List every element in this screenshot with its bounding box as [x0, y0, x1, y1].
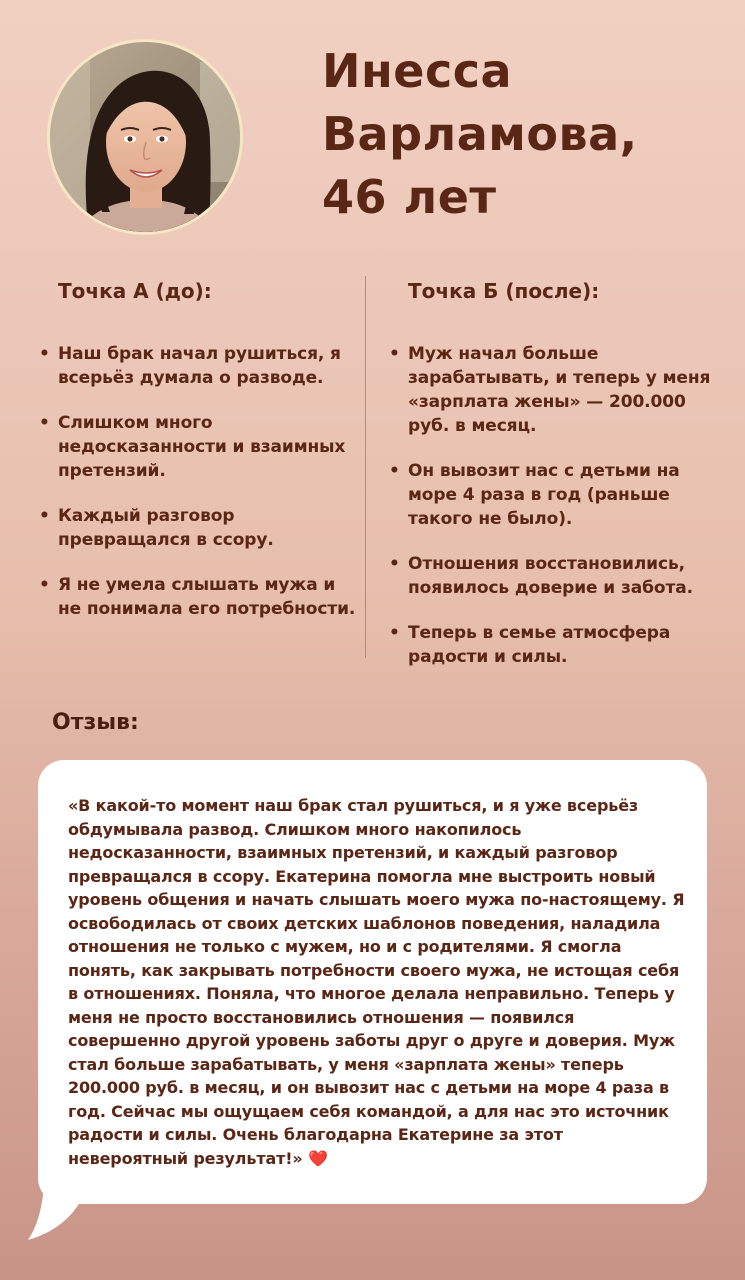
before-title: Точка А (до): [58, 279, 212, 303]
bullet-icon: • [39, 413, 50, 433]
after-item-text: Отношения восстановились, появилось доверие и забота. [408, 554, 693, 598]
after-item-text: Теперь в семье атмосфера радости и силы. [408, 623, 671, 667]
avatar [50, 42, 240, 232]
bullet-icon: • [39, 506, 50, 526]
name-line-first: Инесса [322, 44, 513, 98]
review-text [68, 794, 688, 1170]
before-list [38, 342, 358, 621]
after-item [388, 342, 728, 438]
name-line-age: 46 лет [322, 170, 497, 224]
before-item [38, 342, 358, 390]
column-divider [365, 276, 366, 658]
bullet-icon: • [389, 554, 400, 574]
before-item [38, 504, 358, 552]
after-item [388, 621, 728, 669]
after-title: Точка Б (после): [408, 279, 600, 303]
after-item [388, 459, 728, 531]
name-line-last: Варламова, [322, 107, 638, 161]
red-heart-icon: ❤️ [308, 1148, 328, 1168]
after-item-text: Муж начал больше зарабатывать, и теперь у меня «зарплата жены» — 200.000 руб. в месяц. [408, 344, 711, 436]
before-item-text: Я не умела слышать мужа и не понимала его потребности. [58, 575, 356, 619]
bullet-icon: • [39, 344, 50, 364]
after-list [388, 342, 728, 669]
before-item-text: Каждый разговор превращался в ссору. [58, 506, 274, 550]
after-item [388, 552, 728, 600]
bullet-icon: • [389, 623, 400, 643]
before-item-text: Наш брак начал рушиться, я всерьёз думала о разводе. [58, 344, 341, 388]
before-item-text: Слишком много недосказанности и взаимных претензий. [58, 413, 346, 481]
review-body: «В какой-то момент наш брак стал рушиться, и я уже всерьёз обдумывала развод. Слишком много накопилось недосказанности, взаимных претензий, и каждый разговор превращался в ссору. Екатерина помогла мне выстроить новый уровень общения и начать слышать моего мужа по-настоящему. Я освободилась от своих детских шаблонов поведения, наладила отношения не только с мужем, но и с родителями. Я смогла понять, как закрывать потребности своего мужа, не истощая себя в отношениях. Поняла, что многое делала неправильно. Теперь у меня не просто восстановились отношения — появился совершенно другой уровень заботы друг о друге и доверия. Муж стал больше зарабатывать, у меня «зарплата жены» теперь 200.000 руб. в месяц, и он вывозит нас с детьми на море 4 раза в год. Сейчас мы ощущаем себя командой, а для нас это источник радости и силы. Очень благодарна Екатерине за этот невероятный результат!» [68, 796, 685, 1168]
bullet-icon: • [389, 344, 400, 364]
bullet-icon: • [389, 461, 400, 481]
before-item [38, 411, 358, 483]
person-name [322, 40, 722, 229]
before-item [38, 573, 358, 621]
after-item-text: Он вывозит нас с детьми на море 4 раза в год (раньше такого не было). [408, 461, 680, 529]
bullet-icon: • [39, 575, 50, 595]
review-title: Отзыв: [52, 710, 139, 735]
after-column [388, 276, 728, 690]
before-column [38, 276, 358, 642]
